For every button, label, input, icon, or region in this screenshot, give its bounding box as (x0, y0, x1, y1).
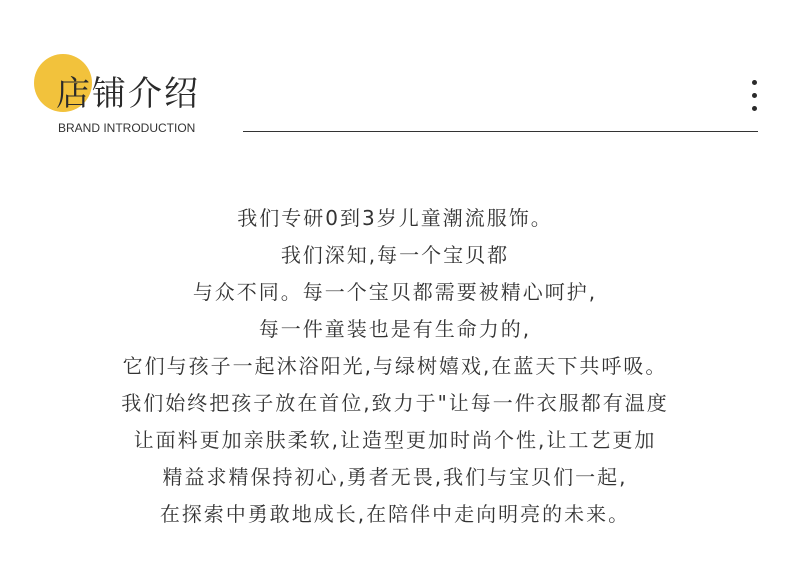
section-title: 店铺介绍 (56, 74, 200, 114)
intro-line: 在探索中勇敢地成长,在陪伴中走向明亮的未来。 (159, 502, 631, 526)
intro-line: 每一件童装也是有生命力的, (258, 317, 532, 341)
dot (752, 80, 757, 85)
intro-line: 精益求精保持初心,勇者无畏,我们与宝贝们一起, (162, 465, 628, 489)
intro-line: 与众不同。每一个宝贝都需要被精心呵护, (192, 280, 598, 304)
header-divider (243, 131, 758, 132)
intro-line: 我们专研0到3岁儿童潮流服饰。 (237, 206, 553, 230)
intro-line: 我们深知,每一个宝贝都 (280, 243, 510, 267)
dot (752, 106, 757, 111)
section-header (0, 0, 790, 140)
intro-line: 我们始终把孩子放在首位,致力于"让每一件衣服都有温度 (121, 391, 669, 415)
more-vertical-icon[interactable] (751, 80, 759, 114)
dot (752, 93, 757, 98)
intro-text (0, 200, 790, 533)
section-subtitle: BRAND INTRODUCTION (58, 121, 196, 135)
intro-line: 让面料更加亲肤柔软,让造型更加时尚个性,让工艺更加 (133, 428, 657, 452)
intro-line: 它们与孩子一起沐浴阳光,与绿树嬉戏,在蓝天下共呼吸。 (122, 354, 668, 378)
